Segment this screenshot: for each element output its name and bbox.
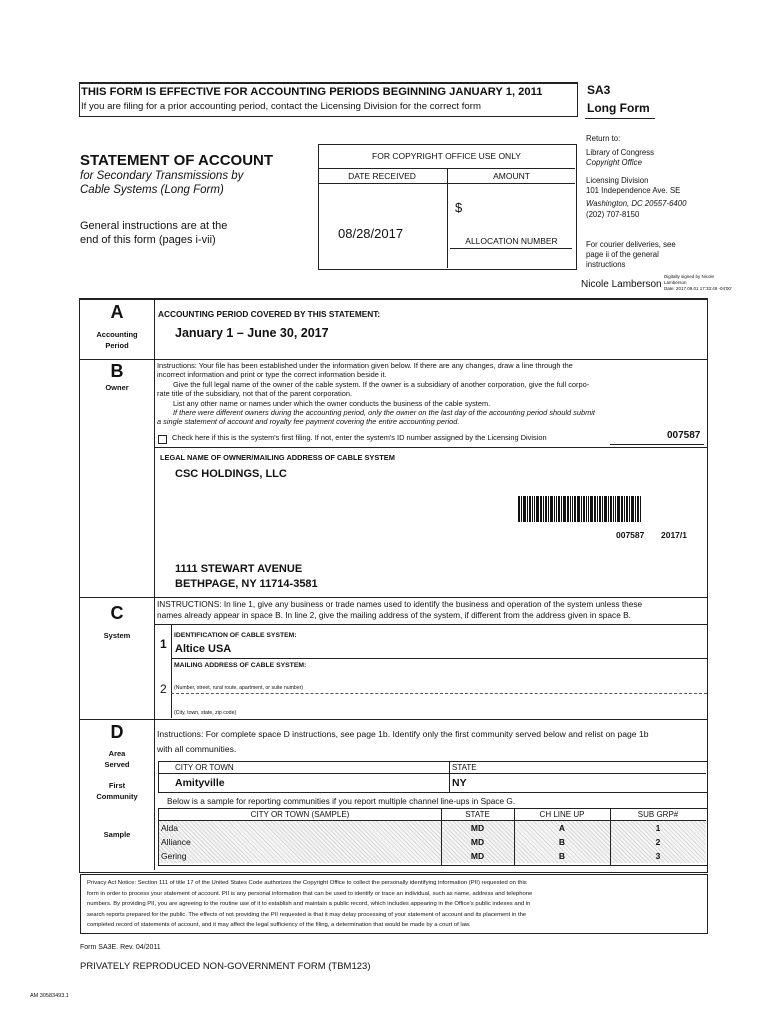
section-b-instr-3: Give the full legal name of the owner of the cable system. If the owner is a subsidiary of another corporation, give the full corpo-: [173, 379, 590, 389]
general-instructions-2: end of this form (pages i-vii): [80, 234, 216, 246]
sample-row-1-lineup: A: [558, 823, 566, 833]
form-revision: Form SA3E. Rev. 04/2011: [80, 944, 161, 951]
return-line-1: Library of Congress: [586, 148, 655, 157]
section-a-letter: A: [110, 302, 124, 322]
first-filing-checkbox[interactable]: [158, 435, 167, 444]
sample-header-subgroup: SUB GRP#: [637, 810, 679, 819]
sample-row-1-city: Alda: [161, 823, 179, 833]
dollar-sign: $: [455, 200, 463, 215]
first-community-city[interactable]: Amityville: [175, 777, 225, 789]
section-b-instr-6: If there were different owners during the accounting period, only the owner on the last day of the accounting period should submit: [173, 408, 595, 418]
allocation-rule: [450, 248, 572, 249]
section-d-instr-2: with all communities.: [157, 744, 237, 754]
section-d-letter: D: [110, 722, 124, 742]
return-line-2: Copyright Office: [586, 158, 642, 167]
sample-row-2-state: MD: [470, 837, 485, 847]
signature-line-2: Lamberson: [664, 280, 687, 285]
return-line-9: instructions: [586, 260, 626, 269]
legal-name-label: LEGAL NAME OF OWNER/MAILING ADDRESS OF CABLE SYSTEM: [160, 453, 395, 462]
city-hint: (City, town, state, zip code): [174, 710, 237, 716]
title-sub-1: for Secondary Transmissions by: [80, 170, 244, 182]
section-a-label-2: Period: [105, 341, 129, 350]
mailing-address-label: MAILING ADDRESS OF CABLE SYSTEM:: [174, 662, 307, 669]
section-b-instr-2: incorrect information and print or type the correct information beside it.: [157, 370, 387, 380]
return-line-6: (202) 707-8150: [586, 210, 640, 219]
section-b-instr-5: List any other name or names under which the owner conducts the business of the cable system.: [173, 398, 491, 408]
sample-row-2-city: Alliance: [161, 837, 191, 847]
sample-header-state: STATE: [465, 810, 490, 819]
sample-row-2-lineup: B: [558, 837, 566, 847]
section-d-label-2: Served: [104, 760, 130, 769]
identification-label: IDENTIFICATION OF CABLE SYSTEM:: [174, 632, 297, 639]
section-c-letter: C: [110, 603, 124, 623]
return-line-3: Licensing Division: [586, 176, 649, 185]
id-number-rule: [610, 444, 704, 445]
date-received-value: 08/28/2017: [338, 226, 404, 241]
section-c-street-rule: [171, 693, 707, 694]
section-c-instr-1: INSTRUCTIONS: In line 1, give any business or trade names used to identify the business and operation of the system unless these: [157, 599, 643, 609]
section-d-instructions: [157, 727, 649, 757]
cable-system-name: Altice USA: [175, 643, 232, 655]
privacy-line-4: search reports prepared for the public. The effects of not providing the PII requested is that it may delay processing of your statement of account and its placement in the: [87, 911, 527, 918]
form-type: Long Form: [587, 101, 650, 115]
section-b-instr-rule: [154, 447, 707, 448]
owner-city: BETHPAGE, NY 11714-3581: [175, 578, 318, 590]
amount-label: AMOUNT: [493, 171, 530, 181]
section-c-instr-rule: [154, 624, 707, 625]
section-a-heading: ACCOUNTING PERIOD COVERED BY THIS STATEMENT:: [158, 309, 381, 319]
owner-name: CSC HOLDINGS, LLC: [175, 468, 287, 480]
line-2-number: 2: [160, 682, 167, 696]
section-d-label-4: Community: [96, 792, 138, 801]
return-line-4: 101 Independence Ave. SE: [586, 186, 681, 195]
section-c-line-1-rule: [171, 658, 707, 659]
sample-row-3-city: Gering: [161, 851, 187, 861]
label-column-divider: [154, 298, 155, 870]
sample-row-3-lineup: B: [558, 851, 566, 861]
sample-row-2-subgroup: 2: [655, 837, 661, 847]
private-reproduction-notice: PRIVATELY REPRODUCED NON-GOVERNMENT FORM (TBM123): [80, 961, 371, 972]
section-d-instr-1: Instructions: For complete space D instructions, see page 1b. Identify only the first community served below and relist on page 1b: [157, 729, 649, 739]
section-a-label-1: Accounting: [96, 330, 138, 339]
effective-line: THIS FORM IS EFFECTIVE FOR ACCOUNTING PERIODS BEGINNING JANUARY 1, 2011: [81, 86, 543, 98]
signature-line-3: Date: 2017.09.01 17:33:49 -04'00': [664, 286, 732, 291]
signer-name: Nicole Lamberson: [581, 279, 662, 290]
date-received-label: DATE RECEIVED: [348, 171, 416, 181]
office-use-heading: FOR COPYRIGHT OFFICE USE ONLY: [372, 151, 521, 161]
privacy-line-2: form in order to process your statement of account. PII is any personal information that can be used to identify or trace an individual, such as name, address and telephone: [87, 890, 533, 897]
general-instructions-1: General instructions are at the: [80, 220, 228, 232]
section-c-instr-2: names already appear in space B. In line 2, give the mailing address of the system, if different from the address given in space B.: [157, 610, 631, 620]
sample-note: Below is a sample for reporting communities if you report multiple channel line-ups in Space G.: [167, 796, 516, 806]
privacy-notice: [87, 878, 703, 931]
section-a-bottom-rule: [79, 359, 707, 360]
first-filing-text: Check here if this is the system's first filing. If not, enter the system's ID number assigned by the Licensing Division: [172, 433, 547, 442]
filing-barcode: [518, 496, 700, 524]
section-d-label-1: Area: [108, 749, 126, 758]
first-community-col-divider: [449, 761, 450, 792]
first-community-table: [158, 761, 707, 793]
sample-header-lineup: CH LINE UP: [539, 810, 585, 819]
sample-row-3-subgroup: 3: [655, 851, 661, 861]
first-community-header-rule: [158, 773, 706, 774]
barcode-id: 007587: [616, 530, 645, 540]
sample-header-city: CITY OR TOWN (SAMPLE): [250, 810, 350, 819]
return-line-8: page ii of the general: [586, 250, 659, 259]
document-stamp: AM 30583493.1: [30, 993, 69, 999]
sample-row-3-state: MD: [470, 851, 485, 861]
privacy-line-5: completed record of statements of account, and it may affect the legal sufficiency of the filing, a determination that would be made by a court of law.: [87, 922, 471, 929]
prior-period-line: If you are filing for a prior accounting period, contact the Licensing Division for the correct form: [81, 101, 481, 112]
city-header: CITY OR TOWN: [175, 763, 234, 772]
sample-row-1-state: MD: [470, 823, 485, 833]
section-b-label: Owner: [105, 383, 129, 392]
section-d-label-3: First: [108, 781, 126, 790]
return-line-5: Washington, DC 20557-6400: [586, 199, 687, 208]
accounting-period-value: January 1 – June 30, 2017: [175, 326, 329, 340]
owner-street: 1111 STEWART AVENUE: [175, 563, 303, 575]
office-use-divider: [447, 168, 448, 268]
section-d-label-5: Sample: [103, 830, 131, 839]
section-b-instructions: [157, 361, 705, 427]
sample-header-rule: [158, 820, 706, 821]
statement-title: STATEMENT OF ACCOUNT: [80, 152, 274, 169]
line-1-number: 1: [160, 637, 167, 651]
section-b-letter: B: [110, 361, 124, 381]
barcode-period: 2017/1: [661, 530, 687, 540]
form-code: SA3: [587, 83, 611, 97]
system-id-number: 007587: [667, 430, 701, 441]
signature-line-1: Digitally signed by Nicole: [664, 274, 715, 279]
section-c-label: System: [103, 631, 131, 640]
return-line-7: For courier deliveries, see: [586, 240, 676, 249]
return-to-label: Return to:: [586, 134, 621, 143]
section-b-instr-1: Instructions: Your file has been established under the information given below. If there are any changes, draw a line through the: [157, 361, 573, 370]
title-sub-2: Cable Systems (Long Form): [80, 184, 224, 196]
privacy-line-3: numbers. By providing PII, you are agreeing to the routine use of it to establish and maintain a public record, which includes appearing in the Office's public indexes and in: [87, 901, 531, 908]
first-community-state[interactable]: NY: [452, 777, 467, 789]
line-number-divider: [171, 624, 172, 718]
privacy-line-1: Privacy Act Notice: Section 111 of title 17 of the United States Code authorizes the Copyright Office to collect the personally identifying information (PII) requested on this: [87, 880, 527, 886]
form-type-rule: [585, 118, 655, 119]
section-b-bottom-rule: [79, 597, 707, 598]
allocation-number-label: ALLOCATION NUMBER: [465, 236, 558, 246]
section-b-instr-7: a single statement of account and royalty fee payment covering the entire accounting period.: [157, 417, 460, 427]
section-c-bottom-rule: [79, 719, 707, 720]
section-b-instr-4: rate title of the subsidiary, not that of the parent corporation.: [157, 389, 353, 399]
street-hint: (Number, street, rural route, apartment, or suite number): [174, 685, 304, 691]
state-header: STATE: [452, 763, 477, 772]
sample-row-1-subgroup: 1: [655, 823, 661, 833]
section-c-instructions: [157, 599, 642, 621]
